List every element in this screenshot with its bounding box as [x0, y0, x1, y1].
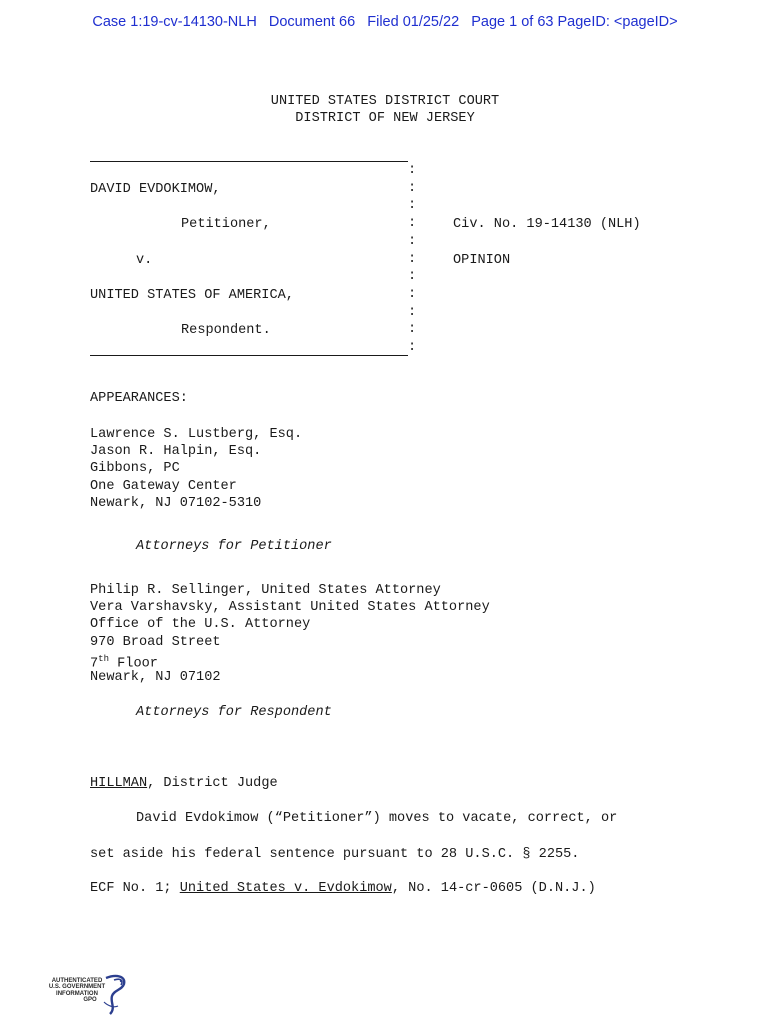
caption-top-rule: [90, 161, 408, 162]
petitioner-counsel-line: Newark, NJ 07102-5310: [90, 496, 262, 511]
petitioner-name: DAVID EVDOKIMOW,: [90, 182, 221, 197]
court-district: DISTRICT OF NEW JERSEY: [295, 111, 475, 126]
respondent-role: Respondent.: [181, 323, 271, 338]
document-number: Document 66: [268, 14, 356, 30]
caption-bottom-rule: [90, 355, 408, 356]
judge-line: [90, 775, 278, 792]
gpo-authentication-seal: [44, 972, 134, 1018]
document-type: OPINION: [453, 253, 511, 268]
opinion-paragraph-line: ECF No. 1; United States v. Evdokimow, No. 14-cr-0605 (D.N.J.): [90, 881, 596, 896]
civil-number: Civ. No. 19-14130 (NLH): [453, 217, 641, 232]
petitioner-counsel-line: One Gateway Center: [90, 479, 237, 494]
opinion-paragraph-line: David Evdokimow (“Petitioner”) moves to vacate, correct, or: [136, 811, 618, 826]
case-number: Case 1:19-cv-14130-NLH: [92, 14, 257, 30]
respondent-counsel-floor: 7th Floor: [90, 654, 158, 672]
petitioner-counsel-line: Jason R. Halpin, Esq.: [90, 444, 262, 459]
case-citation: United States v. Evdokimow: [179, 881, 392, 896]
caption-colons: : : : : : : : : : : :: [408, 163, 417, 356]
respondent-name: UNITED STATES OF AMERICA,: [90, 288, 294, 303]
filed-date: Filed 01/25/22: [367, 14, 460, 30]
page-info: Page 1 of 63 PageID: <pageID>: [471, 14, 678, 30]
respondent-counsel-line: Vera Varshavsky, Assistant United States Attorney: [90, 600, 490, 615]
gpo-eagle-seal-icon: [44, 972, 134, 1018]
respondent-counsel-line: Office of the U.S. Attorney: [90, 617, 311, 632]
petitioner-counsel-line: Gibbons, PC: [90, 461, 180, 476]
respondent-counsel-line: Philip R. Sellinger, United States Attorney: [90, 583, 441, 598]
petitioner-role: Petitioner,: [181, 217, 271, 232]
appearances-heading: APPEARANCES:: [90, 391, 188, 406]
respondent-counsel-city: Newark, NJ 07102: [90, 670, 221, 685]
respondent-attorneys-label: Attorneys for Respondent: [136, 705, 332, 720]
court-name: UNITED STATES DISTRICT COURT: [270, 94, 500, 109]
versus: v.: [136, 253, 153, 268]
judge-title: , District Judge: [147, 776, 278, 791]
filing-header: [0, 14, 770, 30]
judge-name: HILLMAN: [90, 776, 148, 791]
petitioner-counsel-line: Lawrence S. Lustberg, Esq.: [90, 427, 303, 442]
respondent-counsel-line: 970 Broad Street: [90, 635, 221, 650]
petitioner-attorneys-label: Attorneys for Petitioner: [136, 539, 332, 554]
seal-text: AUTHENTICATED U.S. GOVERNMENT INFORMATION GPO: [48, 978, 106, 1004]
opinion-paragraph-line: set aside his federal sentence pursuant to 28 U.S.C. § 2255.: [90, 847, 580, 862]
